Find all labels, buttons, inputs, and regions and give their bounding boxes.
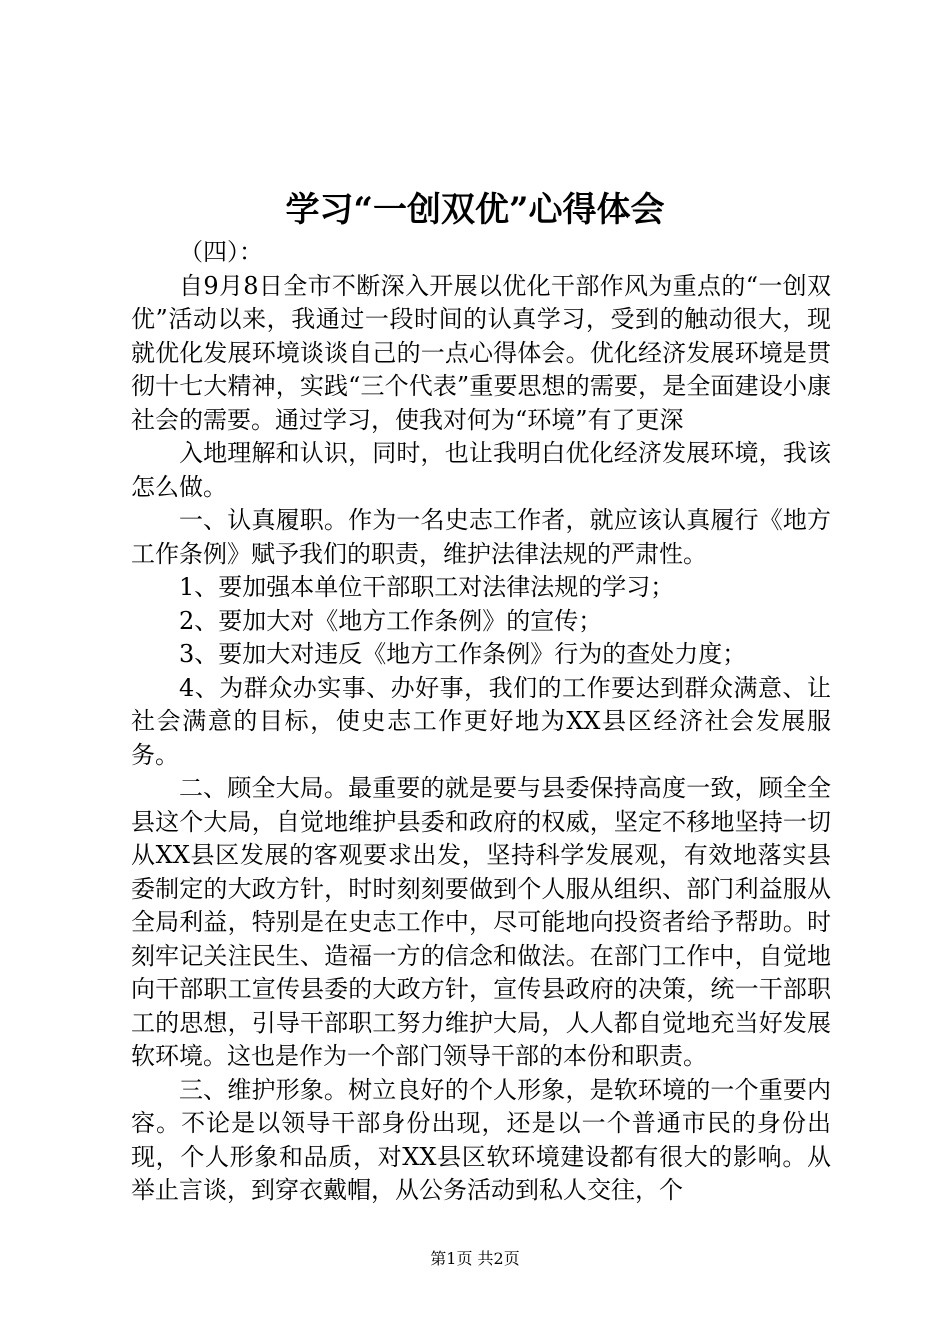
list-item-1: 1、要加强本单位干部职工对法律法规的学习； bbox=[179, 573, 675, 601]
section-label: （四）： bbox=[179, 238, 263, 266]
paragraph-intro-continued: 入地理解和认识，同时，也让我明白优化经济发展环境，我该怎么做。 bbox=[131, 439, 831, 501]
paragraph-section-three: 三、维护形象。树立良好的个人形象，是软环境的一个重要内容。不论是以领导干部身份出现，还是以一个普通市民的身份出现，个人形象和品质，对XX县区软环境建设都有很大的影响。从举止言谈，到穿衣戴帽，从公务活动到私人交往，个 bbox=[131, 1075, 831, 1204]
list-item-2: 2、要加大对《地方工作条例》的宣传； bbox=[179, 606, 603, 635]
document-body bbox=[131, 236, 831, 1208]
paragraph-section-one: 一、认真履职。作为一名史志工作者，就应该认真履行《地方工作条例》赋予我们的职责，维护法律法规的严肃性。 bbox=[131, 506, 831, 568]
page-title: 学习“一创双优”心得体会 bbox=[285, 190, 665, 230]
list-item-4: 4、为群众办实事、办好事，我们的工作要达到群众满意、让社会满意的目标，使史志工作更好地为XX县区经济社会发展服务。 bbox=[131, 673, 831, 769]
list-item-3: 3、要加大对违反《地方工作条例》行为的查处力度； bbox=[179, 640, 747, 668]
page-footer: 第1页 共2页 bbox=[430, 1249, 520, 1268]
paragraph-intro: 自9月8日全市不断深入开展以优化干部作风为重点的“一创双优”活动以来，我通过一段时间的认真学习，受到的触动很大，现就优化发展环境谈谈自己的一点心得体会。优化经济发展环境是贯彻十七大精神，实践“三个代表”重要思想的需要，是全面建设小康社会的需要。通过学习，使我对何为“环境”有了更深 bbox=[131, 271, 831, 434]
paragraph-section-two: 二、顾全大局。最重要的就是要与县委保持高度一致，顾全全县这个大局，自觉地维护县委和政府的权威，坚定不移地坚持一切从XX县区发展的客观要求出发，坚持科学发展观，有效地落实县委制定的大政方针，时时刻刻要做到个人服从组织、部门利益服从全局利益，特别是在史志工作中，尽可能地向投资者给予帮助。时刻牢记关注民生、造福一方的信念和做法。在部门工作中，自觉地向干部职工宣传县委的大政方针，宣传县政府的决策，统一干部职工的思想，引导干部职工努力维护大局，人人都自觉地充当好发展软环境。这也是作为一个部门领导干部的本份和职责。 bbox=[131, 774, 831, 1070]
